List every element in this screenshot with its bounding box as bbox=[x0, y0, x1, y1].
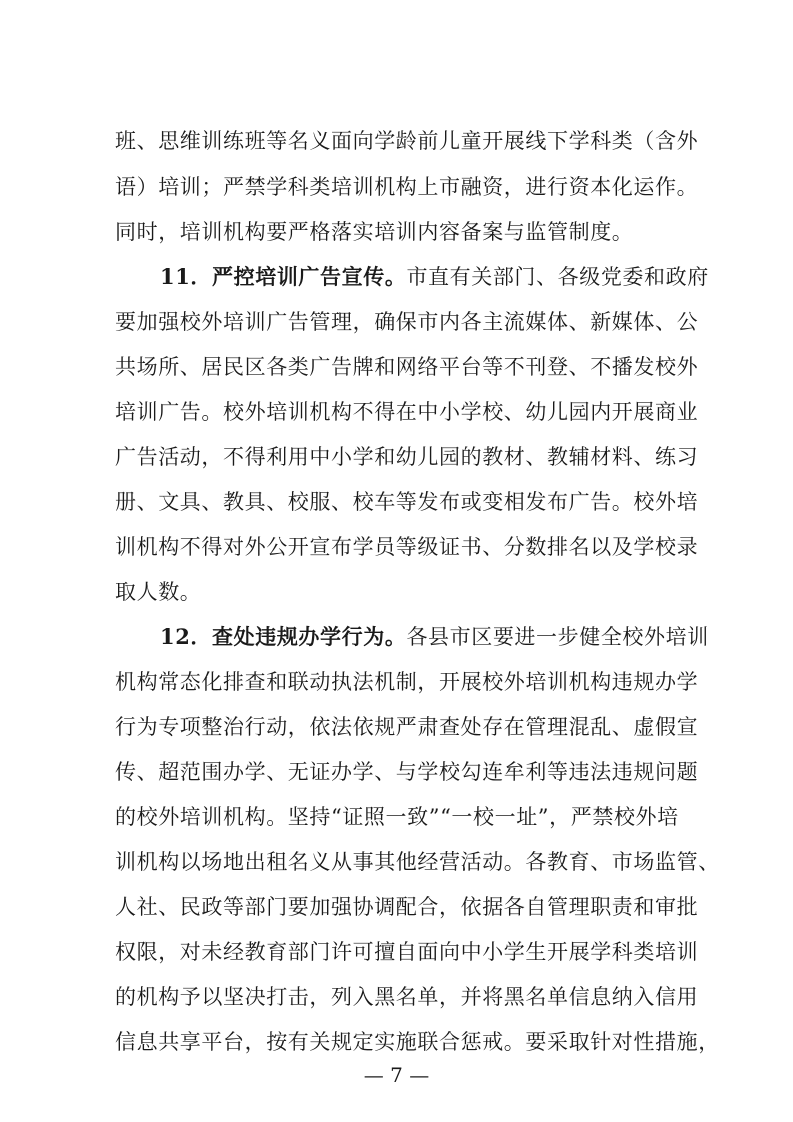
body-line-19 bbox=[115, 934, 699, 970]
line-text: 广告活动，不得利用中小学和幼儿园的教材、教辅材料、练习 bbox=[115, 445, 699, 469]
body-line-14 bbox=[115, 709, 699, 745]
line-text: 信息共享平台，按有关规定实施联合惩戒。要采取针对性措施， bbox=[115, 1030, 720, 1054]
line-text: 册、文具、教具、校服、校车等发布或变相发布广告。校外培 bbox=[115, 490, 699, 514]
line-text: 市直有关部门、各级党委和政府 bbox=[406, 265, 709, 289]
section-12-heading: 12．查处违规办学行为。 bbox=[160, 624, 407, 649]
line-text: 机构常态化排查和联动执法机制，开展校外培训机构违规办学 bbox=[115, 670, 699, 694]
body-line-16 bbox=[115, 799, 695, 835]
body-line-10 bbox=[115, 529, 699, 565]
body-line-13 bbox=[115, 664, 699, 700]
line-text: 班、思维训练班等名义面向学龄前儿童开展线下学科类（含外 bbox=[115, 129, 699, 153]
line-text: 培训广告。校外培训机构不得在中小学校、幼儿园内开展商业 bbox=[115, 400, 699, 424]
body-line-20 bbox=[115, 979, 699, 1015]
section-12-first-line bbox=[160, 619, 709, 655]
body-line-5 bbox=[115, 304, 699, 340]
line-text: 传、超范围办学、无证办学、与学校勾连牟利等违法违规问题 bbox=[115, 760, 699, 784]
line-text: 训机构以场地出租名义从事其他经营活动。各教育、市场监管、 bbox=[115, 850, 720, 874]
body-line-6 bbox=[115, 349, 699, 385]
body-line-2 bbox=[115, 169, 699, 205]
body-line-7 bbox=[115, 394, 699, 430]
line-text: 语）培训；严禁学科类培训机构上市融资，进行资本化运作。 bbox=[115, 175, 699, 199]
body-line-8 bbox=[115, 439, 699, 475]
body-line-15 bbox=[115, 754, 699, 790]
section-11-first-line bbox=[160, 259, 709, 295]
line-text: 训机构不得对外公开宣布学员等级证书、分数排名以及学校录 bbox=[115, 535, 699, 559]
body-line-1 bbox=[115, 123, 699, 159]
line-text: 行为专项整治行动，依法依规严肃查处存在管理混乱、虚假宣 bbox=[115, 715, 699, 739]
section-11-heading: 11．严控培训广告宣传。 bbox=[160, 264, 407, 289]
body-line-11 bbox=[115, 574, 695, 610]
body-line-3 bbox=[115, 214, 695, 250]
body-line-9 bbox=[115, 484, 699, 520]
line-text: 的机构予以坚决打击，列入黑名单，并将黑名单信息纳入信用 bbox=[115, 985, 699, 1009]
body-line-18 bbox=[115, 889, 699, 925]
body-line-17 bbox=[115, 844, 720, 880]
line-text: 权限，对未经教育部门许可擅自面向中小学生开展学科类培训 bbox=[115, 940, 699, 964]
line-text: 各县市区要进一步健全校外培训 bbox=[406, 625, 709, 649]
line-text: 人社、民政等部门要加强协调配合，依据各自管理职责和审批 bbox=[115, 895, 699, 919]
page-number: — 7 — bbox=[363, 1063, 430, 1087]
line-text: 要加强校外培训广告管理，确保市内各主流媒体、新媒体、公 bbox=[115, 310, 699, 334]
line-text: 同时，培训机构要严格落实培训内容备案与监管制度。 bbox=[115, 220, 634, 244]
line-text: 取人数。 bbox=[115, 580, 202, 604]
body-line-21 bbox=[115, 1024, 720, 1060]
line-text: 共场所、居民区各类广告牌和网络平台等不刊登、不播发校外 bbox=[115, 355, 699, 379]
line-text: 的校外培训机构。坚持“证照一致”“一校一址”，严禁校外培 bbox=[115, 805, 679, 829]
